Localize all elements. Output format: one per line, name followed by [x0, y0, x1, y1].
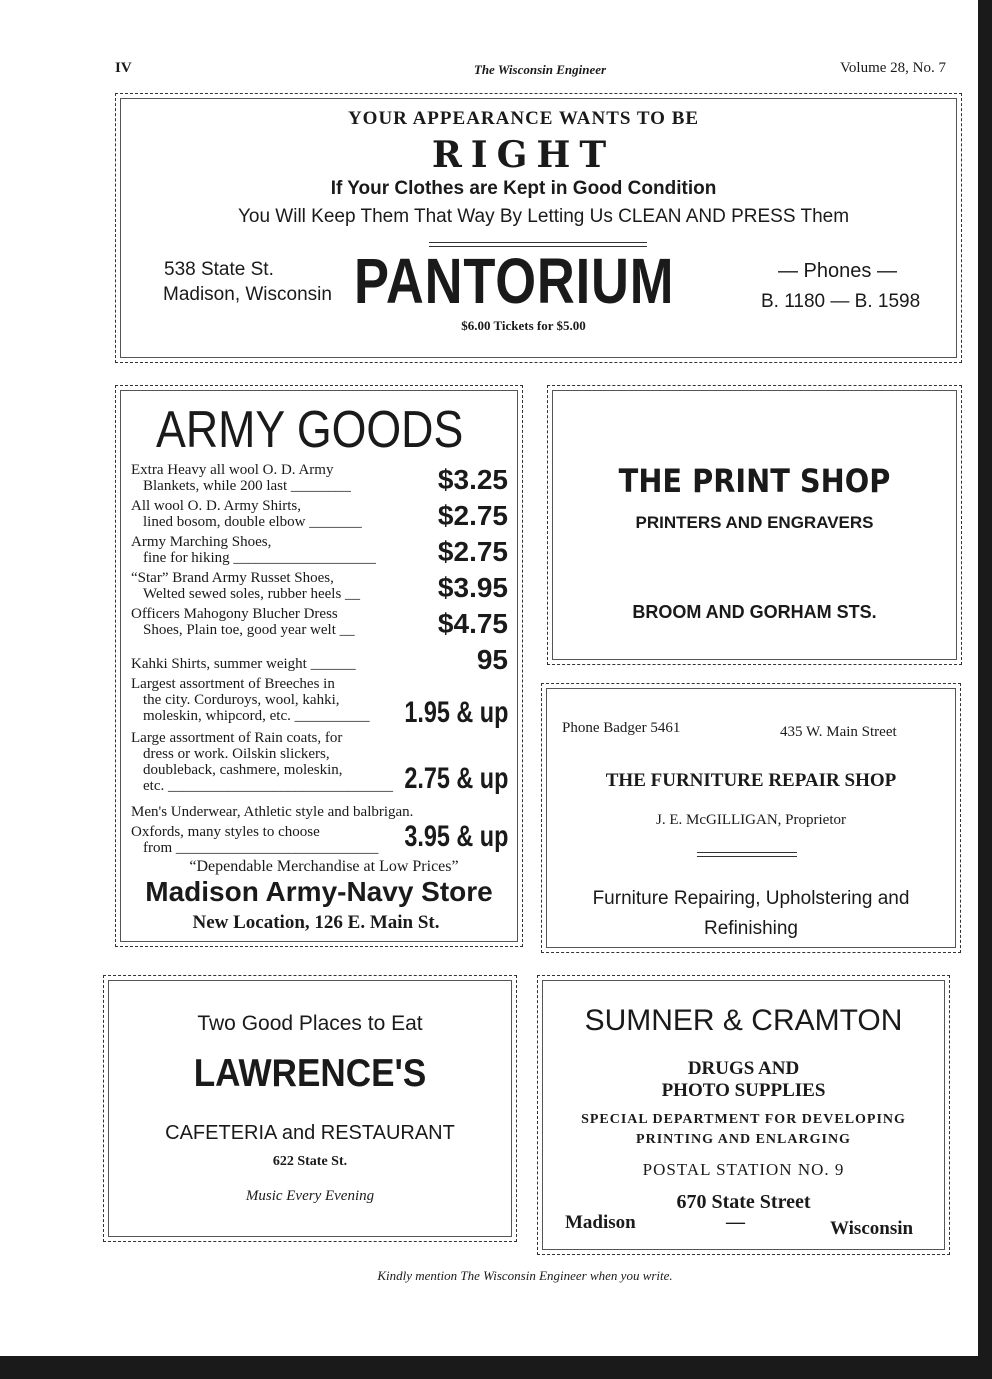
sumner-state: Wisconsin [830, 1218, 914, 1239]
lawrence-note: Music Every Evening [245, 1188, 375, 1204]
pantorium-line3: If Your Clothes are Kept in Good Condition [330, 178, 717, 199]
scan-edge-right [978, 0, 992, 1379]
army-item-line: Welted sewed soles, rubber heels __ [143, 586, 361, 602]
pantorium-phones: B. 1180 — B. 1598 [761, 291, 921, 312]
furniture-address: 435 W. Main Street [780, 724, 897, 740]
army-item-price: $2.75 [437, 500, 508, 531]
army-item [131, 498, 362, 530]
furniture-phone: Phone Badger 5461 [562, 720, 681, 736]
army-item-line: Kahki Shirts, summer weight ______ [131, 656, 356, 672]
army-item-line: Blankets, while 200 last ________ [143, 478, 351, 494]
furniture-repair-ad [541, 683, 961, 953]
army-item-line: Officers Mahogony Blucher Dress [131, 606, 338, 622]
lawrence-tagline: Two Good Places to Eat [197, 1012, 423, 1035]
pantorium-tickets: $6.00 Tickets for $5.00 [461, 318, 586, 333]
page-number: IV [115, 60, 132, 76]
army-item-line: “Star” Brand Army Russet Shoes, [131, 570, 334, 586]
army-item-price: $2.75 [437, 536, 508, 567]
pantorium-address-1: 538 State St. [164, 259, 274, 280]
army-store-name: Madison Army-Navy Store [145, 876, 493, 907]
army-item [131, 462, 351, 494]
sumner-special-line1: SPECIAL DEPARTMENT FOR DEVELOPING [581, 1112, 906, 1127]
army-item-line: Army Marching Shoes, [131, 534, 272, 550]
sumner-special [538, 1110, 949, 1150]
print-shop-address: BROOM AND GORHAM STS. [632, 602, 877, 622]
pantorium-address-2: Madison, Wisconsin [163, 284, 332, 305]
army-item-line: Men's Underwear, Athletic style and balbrigan. [131, 804, 414, 820]
army-location: New Location, 126 E. Main St. [192, 912, 440, 933]
army-item-price: 3.95 & up [403, 820, 508, 853]
furniture-services-1: Furniture Repairing, Upholstering and [592, 888, 910, 909]
army-item [131, 676, 370, 724]
pantorium-ad [115, 93, 962, 363]
lawrence-ad [103, 975, 517, 1242]
army-item [131, 570, 360, 602]
army-item-price: $3.95 [437, 572, 508, 603]
army-item [131, 534, 376, 566]
furniture-services-2: Refinishing [704, 918, 798, 939]
furniture-name: THE FURNITURE REPAIR SHOP [605, 770, 897, 791]
army-item-line: etc. ______________________________ [143, 778, 393, 794]
army-item-line: Large assortment of Rain coats, for [131, 730, 343, 746]
army-item-price: $3.25 [437, 464, 508, 495]
furniture-rule [697, 852, 797, 857]
army-item-price: 95 [476, 644, 508, 675]
pantorium-line4: You Will Keep Them That Way By Letting Us CLEAN AND PRESS Them [237, 206, 850, 227]
army-item [131, 656, 356, 672]
army-item [131, 804, 413, 820]
sumner-street: 670 State Street [676, 1191, 811, 1213]
sumner-special-line2: PRINTING AND ENLARGING [636, 1132, 851, 1147]
lawrence-name: LAWRENCE'S [193, 1052, 427, 1095]
volume-number: Volume 28, No. 7 [840, 60, 946, 76]
sumner-postal: POSTAL STATION NO. 9 [642, 1160, 845, 1179]
army-motto: “Dependable Merchandise at Low Prices” [189, 858, 459, 875]
army-item-line: lined bosom, double elbow _______ [143, 514, 362, 530]
army-item-line: Shoes, Plain toe, good year welt __ [143, 622, 355, 638]
army-item-line: doubleback, cashmere, moleskin, [143, 762, 343, 778]
army-item-line: Extra Heavy all wool O. D. Army [131, 462, 334, 478]
army-item [131, 730, 393, 794]
army-item-line: the city. Corduroys, wool, kahki, [143, 692, 340, 708]
footer-note: Kindly mention The Wisconsin Engineer when you write. [377, 1268, 673, 1283]
army-item [131, 824, 378, 856]
lawrence-address: 622 State St. [272, 1154, 348, 1169]
sumner-products-line1: DRUGS AND [687, 1058, 800, 1079]
pantorium-line2: RIGHT [431, 134, 616, 176]
army-item-price: 1.95 & up [403, 696, 508, 729]
army-item-price: 2.75 & up [403, 762, 508, 795]
sumner-city: Madison [565, 1212, 636, 1233]
journal-title: The Wisconsin Engineer [473, 62, 607, 77]
sumner-name: SUMNER & CRAMTON [584, 1004, 903, 1037]
sumner-dash: — [726, 1212, 745, 1233]
sumner-products [538, 1058, 949, 1102]
army-item [131, 606, 355, 638]
army-item-line: dress or work. Oilskin slickers, [143, 746, 330, 762]
print-shop-subtitle: PRINTERS AND ENGRAVERS [635, 513, 874, 532]
army-item-line: moleskin, whipcord, etc. __________ [143, 708, 370, 724]
sumner-cramton-ad [537, 975, 950, 1255]
lawrence-type: CAFETERIA and RESTAURANT [165, 1122, 455, 1144]
army-item-line: fine for hiking ___________________ [143, 550, 376, 566]
print-shop-ad [547, 385, 962, 665]
scan-edge-bottom [0, 1356, 992, 1379]
army-item-price: $4.75 [437, 608, 508, 639]
army-item-line: Oxfords, many styles to choose [131, 824, 320, 840]
pantorium-line1: YOUR APPEARANCE WANTS TO BE [347, 108, 700, 129]
sumner-products-line2: PHOTO SUPPLIES [661, 1080, 826, 1101]
army-goods-ad [115, 385, 523, 947]
army-title: ARMY GOODS [156, 401, 464, 459]
pantorium-name: PANTORIUM [354, 245, 675, 317]
army-item-line: All wool O. D. Army Shirts, [131, 498, 302, 514]
furniture-proprietor: J. E. McGILLIGAN, Proprietor [656, 812, 846, 828]
army-item-line: Largest assortment of Breeches in [131, 676, 335, 692]
pantorium-phones-label: — Phones — [778, 260, 897, 282]
print-shop-name: THE PRINT SHOP [618, 462, 891, 500]
army-item-line: from ___________________________ [143, 840, 379, 856]
